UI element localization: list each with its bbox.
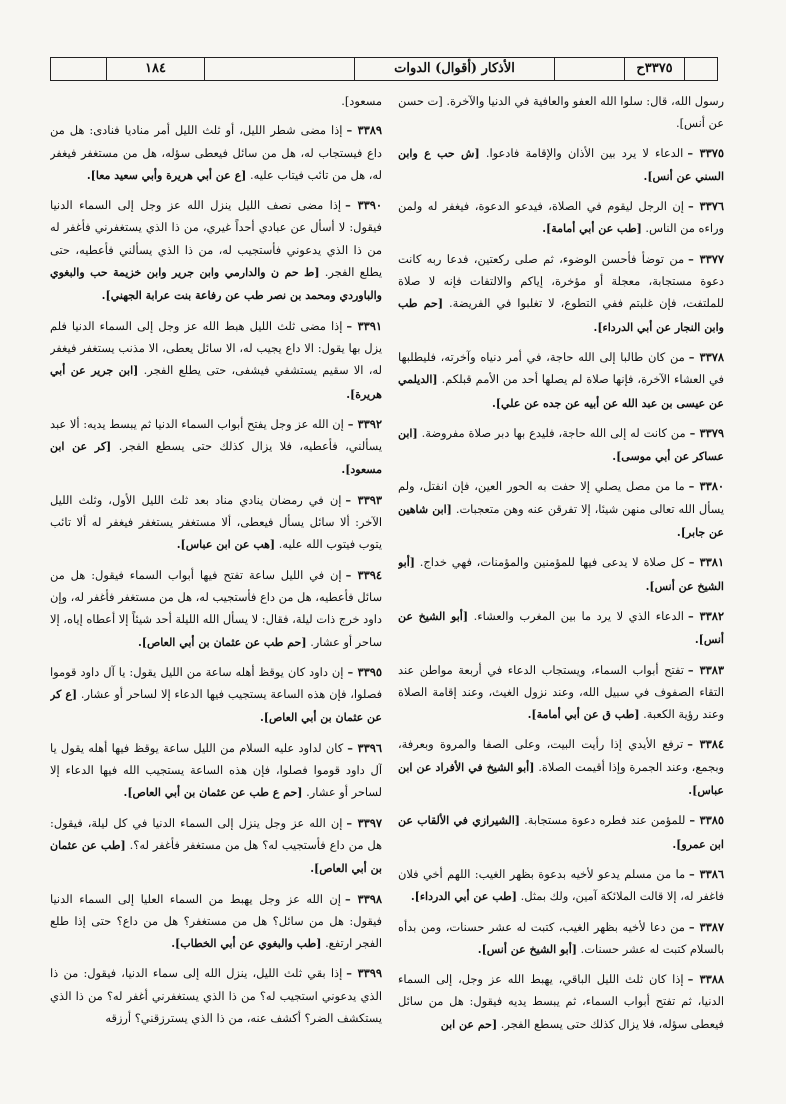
entry-source: [طب ق عن أبي أمامة]. [527,708,640,722]
header-cell-empty [685,58,717,80]
hadith-entry [398,733,724,802]
entry-text: للمؤمن عند فطره دعوة مستجابة. [524,813,686,828]
hadith-entry [50,812,382,881]
hadith-number: ٣٣٨٢ – [687,608,724,623]
entry-source: [الديلمي عن عيسى بن عبد الله عن أبيه عن جده عن علي]. [398,373,724,410]
entry-source: [حم طب عن عثمان بن أبي العاص]. [137,635,307,649]
entry-source: [طب عن عثمان بن أبي العاص]. [50,838,382,876]
entry-source: [طب عن أبي أمامة]. [542,222,642,236]
hadith-number: ٣٣٩٧ – [346,815,382,830]
entry-text: الدعاء لا يرد بين الأذان والإقامة فادعوا. [485,145,684,160]
hadith-number: ٣٣٨٤ – [687,737,724,752]
hadith-entry [398,605,724,652]
entry-text: تفتح أبواب السماء، ويستجاب الدعاء في أربعة مواطن عند التقاء الصفوف في سبيل الله، وعند نزول الغيث، وعند إقامة الصلاة وعند رؤية الكعبة. [398,662,724,722]
entry-source: [ع كر عن عثمان بن أبي العاص]. [50,688,382,725]
hadith-number: ٣٣٩٤ – [345,567,382,582]
entry-source: [حم طب وابن النجار عن أبي الدرداء]. [398,297,724,334]
entry-source: [أبو الشيخ في الأفراد عن ابن عباس]. [398,760,724,798]
header-cell-empty [555,58,625,80]
hadith-entry [398,659,724,727]
hadith-number: ٣٣٩١ – [346,318,382,333]
hadith-number: ٣٣٩٩ – [346,966,382,981]
entry-source: [حم ع طب عن عثمان بن أبي العاص]. [123,786,303,800]
entry-source: [ش حب ع وابن السني عن أنس]. [398,146,724,183]
entry-source: [أبو الشيخ عن أنس]. [477,942,577,956]
entry-source: [هب عن ابن عباس]. [176,538,276,552]
hadith-entry [398,195,724,241]
hadith-number: ٣٣٩٨ – [344,891,382,906]
hadith-entry [398,422,724,469]
hadith-entry [50,888,382,956]
entry-source: [كر عن ابن مسعود]. [50,440,382,477]
entry-text: إن الرجل ليقوم في الصلاة، فيدعو الدعوة، فيغفر له ولمن وراءه من الناس. [398,199,724,236]
hadith-entry [50,119,382,187]
hadith-entry [50,413,382,482]
hadith-entry [398,142,724,189]
header-cell-empty [205,58,355,80]
hadith-entry [50,489,382,557]
hadith-range: ٣٣٧٥ح [625,58,685,80]
entry-source: [طب عن أبي الدرداء]. [410,890,517,904]
entry-text: إن في رمضان ينادي مناد بعد ثلث الليل الأول، وثلث الليل الآخر: ألا سائل يسأل فيعطى، ألا مستغفر يستغفر فيغفر له ألا تائب يتوب فيتوب الله عليه. [50,492,382,552]
hadith-entry [398,809,724,856]
entry-source: [الشيرازي في الألقاب عن ابن عمرو]. [398,814,724,851]
entry-text: ما من مصل يصلي إلا حفت به الحور العين، فإن انفتل، ولم يسأل الله تعالى منهن شيئا، إلا تفرقن عنه وهن متعجبات. [398,479,724,516]
entry-source: [ابن عساكر عن أبي موسى]. [398,426,724,464]
entry-source: [طب والبغوي عن أبي الخطاب]. [171,937,322,951]
entry-text: كل صلاة لا يدعى فيها للمؤمنين والمؤمنات، فهي خداج. [419,555,685,570]
entry-text: إن الله عز وجل يفتح أبواب السماء الدنيا ثم يبسط يديه: ألا عبد يسألني، فأعطيه، فلا يزال كذلك حتى يسطع الفجر. [50,416,382,454]
entry-text: من كانت له إلى الله حاجة، فليدع بها دبر صلاة مفروضة. [421,425,686,440]
hadith-number: ٣٣٩٠ – [345,198,382,213]
entry-source: [ابن شاهين عن جابر]. [398,502,724,540]
page-title: الأذكار (أقوال) الدوات [355,58,555,80]
entry-text: إذا مضى نصف الليل ينزل الله عز وجل إلى السماء الدنيا فيقول: لا أسأل عن عبادي أحداً غيري، من ذا الذي يستغفرني فأغفر له من ذا الذي يدعوني فأستجيب له، من ذا الذي يسألني فأعطيه، حتى يطلع الفجر. [50,198,382,280]
entry-text: إذا بقي ثلث الليل، ينزل الله إلى سماء الدنيا، فيقول: من ذا الذي يدعوني استجيب له؟ من ذا الذي يستغفرني أغفر له؟ من ذا الذي يستكشف الضر؟ أكشف عنه، من ذا الذي يسترزقني؟ أرزقه [50,966,382,1025]
hadith-number: ٣٣٩٢ – [347,416,382,431]
hadith-entry [398,248,724,339]
hadith-number: ٣٣٩٦ – [347,740,382,755]
hadith-number: ٣٣٨٣ – [687,662,724,677]
hadith-number: ٣٣٩٥ – [347,664,382,679]
entry-text: رسول الله، قال: سلوا الله العفو والعافية في الدنيا والآخرة. [446,94,724,108]
hadith-entry [398,863,724,909]
hadith-entry [50,737,382,805]
entry-source: [ت حسن عن أنس]. [398,94,724,131]
hadith-number: ٣٣٨٥ – [689,813,724,828]
hadith-number: ٣٣٧٦ – [687,199,724,214]
entry-text: من توضأ فأحسن الوضوء، ثم صلى ركعتين، فدعا ربه كانت دعوة مستجابة، معجلة أو مؤخرة، إياكم والالتفات فإنه لا صلاة للملتفت، فإن غلبتم ففي التطوع، لا تغلبوا في الفريضة. [398,251,724,311]
hadith-number: ٣٣٧٧ – [688,251,724,266]
hadith-entry [398,968,724,1036]
entry-source: مسعود]. [341,94,382,108]
hadith-entry [398,551,724,598]
entry-source: [أبو الشيخ عن أنس]. [398,609,724,647]
entry-source: [ابن جرير عن أبي هريرة]. [50,364,382,401]
hadith-number: ٣٣٨٠ – [688,479,724,494]
entry-source: [ع عن أبي هريرة وأبي سعيد معا]. [86,168,247,182]
hadith-number: ٣٣٧٨ – [688,349,724,364]
hadith-entry [50,315,382,406]
entry-source: [ط حم ن والدارمي وابن جرير وابن خزيمة حب والبغوي والباوردي ومحمد بن نصر طب عن رفاعة بنت عرابة الجهني]. [50,266,382,303]
hadith-entry [398,916,724,962]
entry-text: إذا مضى ثلث الليل هبط الله عز وجل إلى السماء الدنيا فلم يزل بها يقول: الا داع يجيب له، الا سائل يعطى، الا مذنب يستغفر فيغفر له، الا سقيم يستشفي فيشفى، حتى يطلع الفجر. [50,318,382,378]
hadith-entry [50,661,382,730]
hadith-entry [398,475,724,544]
entry-text: الدعاء الذي لا يرد ما بين المغرب والعشاء. [473,608,684,623]
left-text-column [50,90,382,1100]
right-text-column [398,90,724,1100]
hadith-entry [50,194,382,307]
entry-text: ترفع الأيدي إذا رأيت البيت، وعلى الصفا والمروة وبعرفة، وبجمع، وعند الجمرة وإذا أقيمت الصلاة. [398,737,724,774]
hadith-number: ٣٣٨٩ – [346,123,382,138]
hadith-number: ٣٣٧٩ – [689,425,724,440]
entry-text: إن الله عز وجل يهبط من السماء العليا إلى السماء الدنيا فيقول: هل من سائل؟ هل من مستغفر؟ هل من داع؟ حتى إذا طلع الفجر ارتفع. [50,891,382,951]
hadith-entry [50,962,382,1030]
hadith-number: ٣٣٨٦ – [689,866,724,881]
entry-source: [أبو الشيخ عن أنس]. [398,556,724,593]
hadith-entry [50,564,382,654]
header-cell-empty [51,58,107,80]
entry-text: ما من مسلم يدعو لأخيه بدعوة بظهر الغيب: اللهم أخي فلان فاغفر له، إلا قالت الملائكة آمين، ولك بمثل. [398,866,724,904]
entry-text: من كان طالبا إلى الله حاجة، في أمر دنياه وآخرته، فليطلبها في العشاء الآخرة، فإنها صلاة لم يصلها أحد من الأمم قبلكم. [398,349,724,387]
hadith-number: ٣٣٨٨ – [687,972,724,987]
entry-text: إن داود كان يوقظ أهله ساعة من الليل يقول: يا آل داود قوموا فصلوا، فإن هذه الساعة يستجيب فيها الدعاء إلا لساحر أو عشار. [50,664,382,702]
hadith-number: ٣٣٨١ – [688,555,724,570]
continuation-text [50,90,382,112]
entry-text: من دعا لأخيه بظهر الغيب، كتبت له عشر حسنات، ومن بدأه بالسلام كتبت له عشر حسنات. [398,919,724,956]
entry-source: [حم عن ابن [440,1017,498,1031]
entry-text: إذا كان ثلث الليل الباقي، يهبط الله عز وجل، إلى السماء الدنيا، ثم تفتح أبواب السماء، ثم يبسط يديه فيقول: هل من سائل فيعطى سؤله، فلا يزال كذلك حتى يسطع الفجر. [398,972,724,1031]
hadith-entry [398,346,724,415]
continuation-text [398,90,724,135]
hadith-number: ٣٣٧٥ – [687,145,724,160]
page-header [50,57,718,81]
hadith-number: ٣٣٨٧ – [688,919,724,934]
hadith-number: ٣٣٩٣ – [345,492,382,507]
entry-text: كان لداود عليه السلام من الليل ساعة يوقظ فيها أهله يقول يا آل داود قوموا فصلوا، فإن هذه الساعة يستجيب الله فيها الدعاء إلا لساحر أو عشار. [50,740,382,800]
entry-text: إذا مضى شطر الليل، أو ثلث الليل أمر مناديا فنادى: هل من داع فيستجاب له، هل من سائل فيعطى سؤله، هل من مستغفر فيغفر له، هل من تائب فيتاب عليه. [50,123,382,182]
entry-text: إن الله عز وجل ينزل إلى السماء الدنيا في كل ليلة، فيقول: هل من داع فأستجيب له؟ هل من مستغفر فأغفر له؟. [50,815,382,852]
page-number: ١٨٤ [107,58,205,80]
entry-text: إن في الليل ساعة تفتح فيها أبواب السماء فيقول: هل من سائل فأعطيه، هل من داع فأستجيب له، هل من مستغفر فأغفر له، وإن داود خرج ذات ليلة، فقال: لا يسأل الله الليلة أحد شيئاً إلا أعطاه إياه، إلا ساحر أو عشار. [50,567,382,649]
